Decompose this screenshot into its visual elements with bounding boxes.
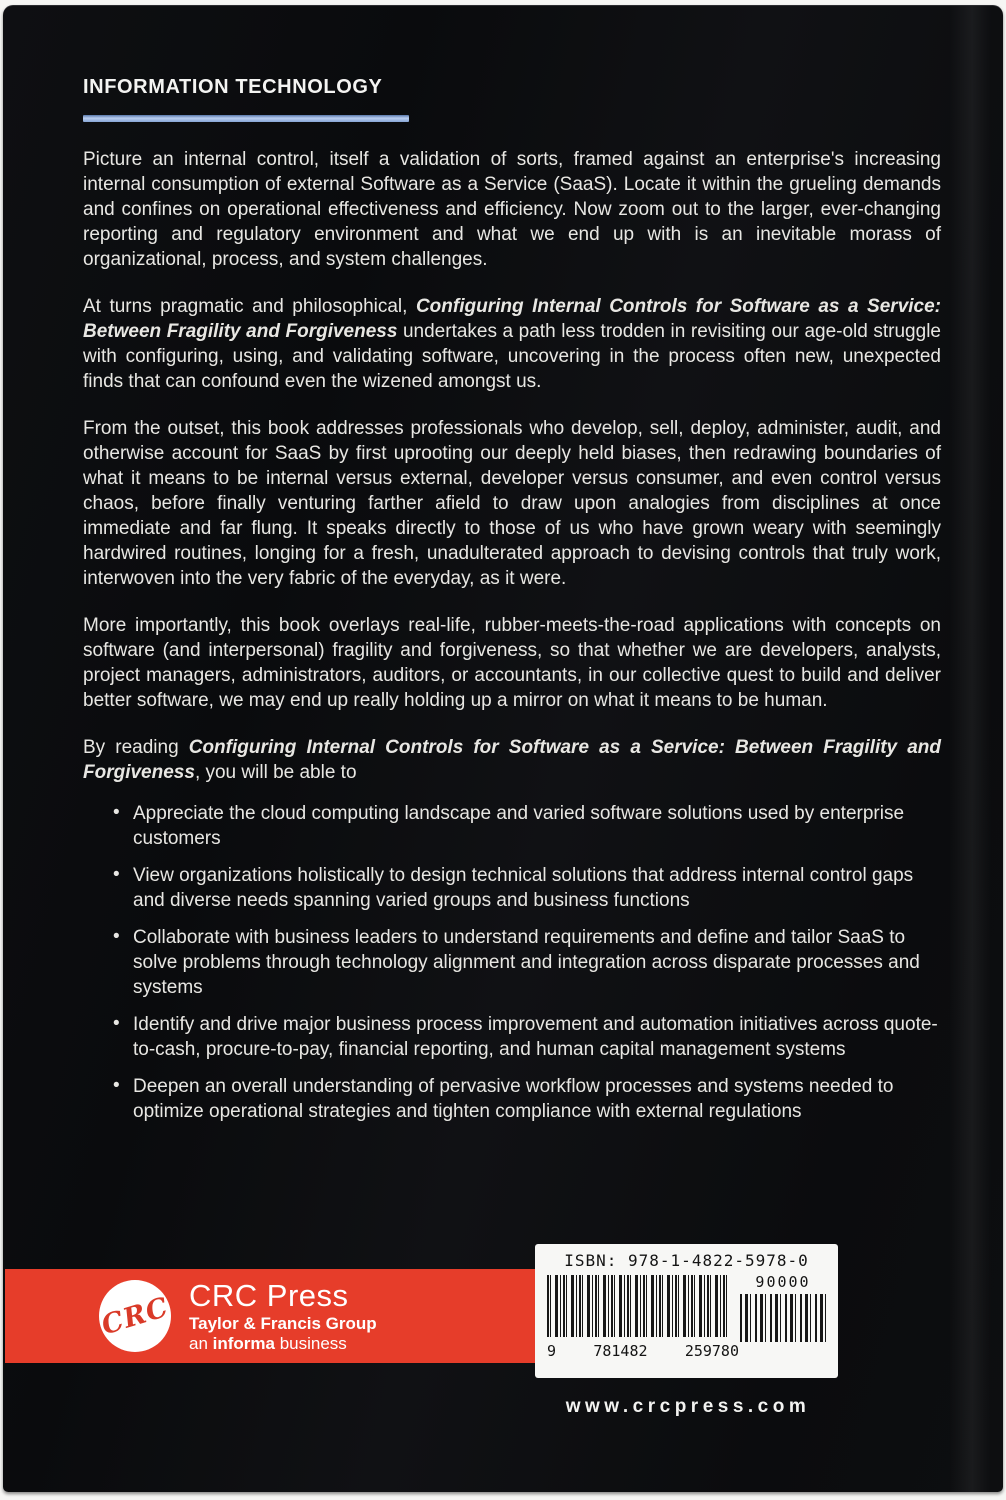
benefit-item: [113, 863, 941, 913]
benefit-text: Collaborate with business leaders to understand requirements and define and tailor SaaS to solve problems through technology alignment and integration across disparate processes and systems: [133, 927, 920, 998]
book-title-inline: Configuring Internal Controls for Software as a Service: Between Fragility and Forgiveness: [83, 737, 941, 783]
publisher-band: [5, 1269, 567, 1363]
paragraph-text: From the outset, this book addresses professionals who develop, sell, deploy, administer, audit, and otherwise account for SaaS by first uprooting our deeply held biases, then redrawing boundaries of what it means to be internal versus external, developer versus consumer, and even control versus chaos, before finally venturing farther afield to draw upon analogies from disciplines at once immediate and far flung. It speaks directly to those of us who have grown weary with seemingly hardwired routines, longing for a fresh, unadulterated approach to devising controls that truly work, interwoven into the very fabric of the everyday, as it were.: [83, 418, 941, 589]
paragraph: [83, 147, 941, 272]
bullet-icon: •: [113, 1075, 120, 1096]
informa-prefix: an: [189, 1334, 213, 1353]
paragraph: [83, 416, 941, 591]
book-back-cover: [3, 5, 1003, 1492]
paragraph-text: , you will be able to: [194, 762, 357, 783]
publisher-group: Taylor & Francis Group: [189, 1314, 377, 1333]
paragraph: [83, 735, 941, 785]
paragraph: [83, 613, 941, 713]
barcode-digit-group: 781482: [593, 1342, 648, 1360]
supplemental-barcode-icon: [740, 1294, 826, 1342]
paragraph-text: undertakes a path less trodden in revisiting our age-old struggle with configuring, using, and validating software, uncovering in the process often new, unexpected finds that can confound even the wizened amongst us.: [83, 321, 941, 392]
paragraph-text: At turns pragmatic and philosophical,: [83, 296, 416, 317]
publisher-website: www.crcpress.com: [565, 1396, 811, 1417]
paragraph: [83, 294, 941, 394]
price-code: 90000: [755, 1273, 811, 1291]
isbn-label: ISBN: 978-1-4822-5978-0: [564, 1251, 809, 1270]
accent-rule: [83, 115, 409, 122]
crc-logo-icon: [99, 1280, 171, 1352]
informa-bold: informa: [212, 1334, 275, 1353]
barcode-row: [547, 1275, 826, 1342]
benefit-text: Deepen an overall understanding of pervasive workflow processes and systems needed to optimize operational strategies and tighten compliance with external regulations: [133, 1076, 894, 1122]
paragraph-text: Picture an internal control, itself a validation of sorts, framed against an enterprise's increasing internal consumption of external Software as a Service (SaaS). Locate it within the grueling demands and confines on operational effectiveness and efficiency. Now zoom out to the larger, ever-changing reporting and regulatory environment and what we end up with is an inevitable morass of organizational, process, and system challenges.: [83, 149, 941, 270]
back-cover-content: [3, 6, 1003, 1124]
book-title-inline: Configuring Internal Controls for Software as a Service: Between Fragility and Forgiveness: [83, 296, 941, 342]
paragraph-text: By reading: [83, 737, 189, 758]
barcode-digit-group: 9: [547, 1342, 557, 1360]
benefit-item: [113, 925, 941, 1000]
category-label: INFORMATION TECHNOLOGY: [83, 76, 383, 98]
benefits-list: [83, 801, 941, 1124]
publisher-informa-line: [189, 1335, 377, 1352]
benefit-item: [113, 1074, 941, 1124]
bullet-icon: •: [113, 1013, 120, 1034]
supplemental-barcode: [740, 1275, 826, 1342]
bullet-icon: •: [113, 864, 120, 885]
bullet-icon: •: [113, 802, 120, 823]
isbn-barcode-block: [535, 1244, 838, 1378]
barcode-digit-group: 259780: [684, 1342, 739, 1360]
barcode-digits: [547, 1344, 739, 1359]
benefit-text: Appreciate the cloud computing landscape and varied software solutions used by enterprise customers: [133, 803, 905, 849]
benefit-text: Identify and drive major business process improvement and automation initiatives across quote-to-cash, procure-to-pay, financial reporting, and human capital management systems: [133, 1014, 938, 1060]
description-paragraphs: [83, 147, 941, 785]
crc-monogram: CRC: [97, 1291, 173, 1341]
publisher-text: [189, 1280, 377, 1352]
benefit-text: View organizations holistically to design technical solutions that address internal control gaps and diverse needs spanning varied groups and business functions: [133, 865, 914, 911]
benefit-item: [113, 1012, 941, 1062]
paragraph-text: More importantly, this book overlays real-life, rubber-meets-the-road applications with concepts on software (and interpersonal) fragility and forgiveness, so that whether we are developers, analysts, project managers, administrators, auditors, or accountants, in our collective quest to build and deliver better software, we may end up really holding up a mirror on what it means to be human.: [83, 615, 941, 711]
informa-suffix: business: [274, 1334, 347, 1353]
bullet-icon: •: [113, 926, 120, 947]
publisher-name: CRC Press: [189, 1278, 349, 1313]
benefit-item: [113, 801, 941, 851]
ean-barcode-icon: [547, 1275, 729, 1337]
